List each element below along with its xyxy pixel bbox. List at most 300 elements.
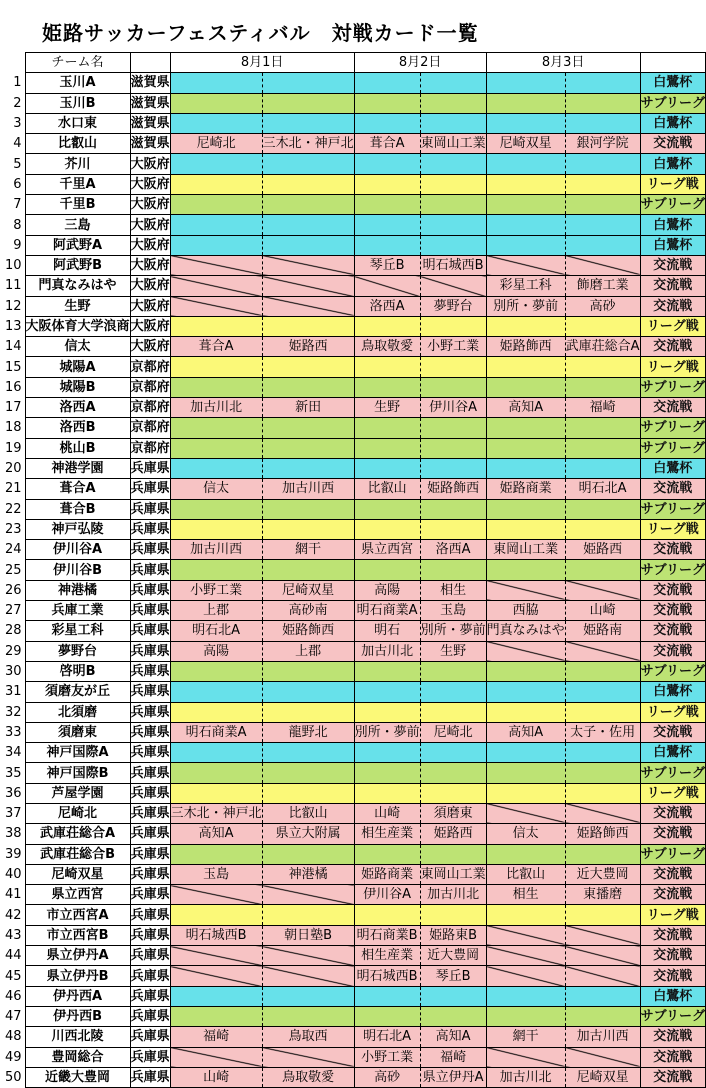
- table-row: [5, 661, 706, 681]
- row-number: 19: [5, 440, 22, 456]
- row-number: 46: [5, 988, 22, 1004]
- match-cell: [420, 154, 486, 174]
- match-cell: 姫路南: [565, 621, 640, 641]
- match-cell: 朝日塾B: [262, 925, 354, 945]
- match-cell: [486, 560, 565, 580]
- match-cell: [565, 418, 640, 438]
- match-cell: [420, 661, 486, 681]
- row-number: 18: [5, 420, 22, 436]
- match-cell: [170, 215, 262, 235]
- match-cell: [170, 499, 262, 519]
- table-row: [5, 499, 706, 519]
- no-match-cell: [170, 296, 262, 316]
- date-header-aug2: 8月2日: [354, 53, 486, 73]
- category-badge: サブリーグ: [640, 93, 705, 113]
- team-name: 伊丹西B: [25, 1006, 130, 1026]
- category-badge: 交流戦: [640, 580, 705, 600]
- match-cell: 尼崎双星: [262, 580, 354, 600]
- no-match-cell: [565, 580, 640, 600]
- category-badge: 白鷺杯: [640, 73, 705, 93]
- match-cell: [354, 702, 420, 722]
- match-cell: [262, 174, 354, 194]
- match-cell: [262, 195, 354, 215]
- category-badge: サブリーグ: [640, 195, 705, 215]
- category-badge: 白鷺杯: [640, 215, 705, 235]
- no-match-cell: [565, 255, 640, 275]
- team-name: 夢野台: [25, 641, 130, 661]
- table-row: [5, 93, 706, 113]
- row-number: 45: [5, 968, 22, 984]
- category-badge: 交流戦: [640, 824, 705, 844]
- prefecture: 兵庫県: [130, 580, 170, 600]
- prefecture: 大阪府: [130, 296, 170, 316]
- match-cell: 上郡: [170, 601, 262, 621]
- match-cell: [354, 357, 420, 377]
- match-cell: [354, 195, 420, 215]
- prefecture: 兵庫県: [130, 986, 170, 1006]
- match-cell: [262, 661, 354, 681]
- match-cell: 高陽: [170, 641, 262, 661]
- match-cell: 高砂: [565, 296, 640, 316]
- date-header-aug3: 8月3日: [486, 53, 640, 73]
- row-number: 7: [13, 197, 22, 213]
- team-name: 城陽B: [25, 377, 130, 397]
- team-name: 葺合B: [25, 499, 130, 519]
- team-name: 神戸国際A: [25, 743, 130, 763]
- team-name: 近畿大豊岡: [25, 1067, 130, 1087]
- team-name: 豊岡総合: [25, 1047, 130, 1067]
- team-name: 兵庫工業: [25, 601, 130, 621]
- match-cell: 網干: [486, 1027, 565, 1047]
- category-badge: 交流戦: [640, 966, 705, 986]
- match-cell: [262, 499, 354, 519]
- match-cell: [565, 519, 640, 539]
- no-match-cell: [262, 1047, 354, 1067]
- row-number: 43: [5, 927, 22, 943]
- prefecture-header: [130, 53, 170, 73]
- match-cell: 姫路商業: [354, 864, 420, 884]
- team-name: 武庫荘総合B: [25, 844, 130, 864]
- match-cell: [354, 458, 420, 478]
- match-cell: [262, 682, 354, 702]
- match-cell: 葺合A: [170, 337, 262, 357]
- category-badge: 白鷺杯: [640, 458, 705, 478]
- match-cell: [170, 418, 262, 438]
- table-row: [5, 195, 706, 215]
- match-cell: [486, 235, 565, 255]
- match-cell: 伊川谷A: [354, 885, 420, 905]
- table-row: [5, 113, 706, 133]
- team-name: 阿武野A: [25, 235, 130, 255]
- match-cell: 相生産業: [354, 946, 420, 966]
- row-number: 44: [5, 948, 22, 964]
- team-name: 阿武野B: [25, 255, 130, 275]
- match-cell: [565, 215, 640, 235]
- match-cell: [262, 235, 354, 255]
- table-row: [5, 844, 706, 864]
- match-cell: [354, 418, 420, 438]
- team-name: 北須磨: [25, 702, 130, 722]
- category-badge: 交流戦: [640, 864, 705, 884]
- match-cell: [565, 113, 640, 133]
- team-name: 芦屋学園: [25, 783, 130, 803]
- match-cell: 生野: [420, 641, 486, 661]
- match-cell: 明石北A: [354, 1027, 420, 1047]
- match-cell: [354, 377, 420, 397]
- match-cell: [170, 377, 262, 397]
- match-cell: [354, 235, 420, 255]
- no-match-cell: [262, 276, 354, 296]
- match-cell: [262, 519, 354, 539]
- team-name: 神戸弘陵: [25, 519, 130, 539]
- table-row: [5, 743, 706, 763]
- table-row: [5, 641, 706, 661]
- match-cell: 琴丘B: [354, 255, 420, 275]
- match-cell: [262, 73, 354, 93]
- table-row: [5, 763, 706, 783]
- team-name: 神戸国際B: [25, 763, 130, 783]
- category-badge: 交流戦: [640, 398, 705, 418]
- row-number: 8: [13, 217, 22, 233]
- prefecture: 兵庫県: [130, 540, 170, 560]
- no-match-cell: [486, 641, 565, 661]
- table-row: [5, 925, 706, 945]
- match-cell: [565, 661, 640, 681]
- category-header: [640, 53, 705, 73]
- match-cell: [262, 316, 354, 336]
- match-cell: [486, 844, 565, 864]
- match-cell: [170, 438, 262, 458]
- row-number: 4: [13, 136, 22, 152]
- match-cell: 明石商業B: [354, 925, 420, 945]
- match-cell: 県立西宮: [354, 540, 420, 560]
- match-cell: [354, 661, 420, 681]
- category-badge: サブリーグ: [640, 661, 705, 681]
- match-cell: [486, 499, 565, 519]
- table-row: [5, 357, 706, 377]
- team-name: 玉川B: [25, 93, 130, 113]
- match-cell: [565, 986, 640, 1006]
- no-match-cell: [354, 276, 420, 296]
- prefecture: 兵庫県: [130, 641, 170, 661]
- match-cell: [354, 905, 420, 925]
- match-cell: 尼崎北: [420, 722, 486, 742]
- team-name: 市立西宮A: [25, 905, 130, 925]
- table-row: [5, 316, 706, 336]
- match-cell: 高知A: [170, 824, 262, 844]
- match-cell: 福崎: [170, 1027, 262, 1047]
- team-name: 千里A: [25, 174, 130, 194]
- match-cell: [486, 215, 565, 235]
- prefecture: 大阪府: [130, 154, 170, 174]
- match-cell: [565, 682, 640, 702]
- match-cell: 明石城西B: [354, 966, 420, 986]
- prefecture: 兵庫県: [130, 722, 170, 742]
- match-cell: 福崎: [565, 398, 640, 418]
- table-row: [5, 864, 706, 884]
- team-name: 生野: [25, 296, 130, 316]
- match-cell: 小野工業: [420, 337, 486, 357]
- category-badge: サブリーグ: [640, 499, 705, 519]
- table-row: [5, 458, 706, 478]
- table-row: [5, 824, 706, 844]
- match-cell: 明石城西B: [170, 925, 262, 945]
- match-cell: 加古川西: [170, 540, 262, 560]
- match-cell: 須磨東: [420, 803, 486, 823]
- match-cell: [420, 682, 486, 702]
- match-cell: [486, 316, 565, 336]
- category-badge: 交流戦: [640, 134, 705, 154]
- match-cell: 高知A: [486, 398, 565, 418]
- match-cell: [262, 357, 354, 377]
- category-badge: 交流戦: [640, 276, 705, 296]
- match-cell: 県立伊丹A: [420, 1067, 486, 1087]
- prefecture: 大阪府: [130, 276, 170, 296]
- match-cell: [486, 458, 565, 478]
- match-cell: [354, 316, 420, 336]
- prefecture: 兵庫県: [130, 864, 170, 884]
- match-cell: [565, 174, 640, 194]
- match-cell: [420, 377, 486, 397]
- category-badge: 交流戦: [640, 255, 705, 275]
- team-name: 伊川谷A: [25, 540, 130, 560]
- match-cell: 別所・夢前: [486, 296, 565, 316]
- row-number: 1: [13, 75, 22, 91]
- match-cell: [170, 986, 262, 1006]
- match-cell: 彩星工科: [486, 276, 565, 296]
- match-cell: 東岡山工業: [486, 540, 565, 560]
- prefecture: 滋賀県: [130, 113, 170, 133]
- prefecture: 大阪府: [130, 235, 170, 255]
- no-match-cell: [170, 946, 262, 966]
- category-badge: 白鷺杯: [640, 113, 705, 133]
- no-match-cell: [486, 966, 565, 986]
- match-cell: [354, 682, 420, 702]
- table-row: [5, 621, 706, 641]
- prefecture: 兵庫県: [130, 925, 170, 945]
- prefecture: 京都府: [130, 398, 170, 418]
- match-cell: [486, 783, 565, 803]
- row-number: 40: [5, 867, 22, 883]
- match-cell: [420, 702, 486, 722]
- row-number: 12: [5, 298, 22, 314]
- category-badge: サブリーグ: [640, 418, 705, 438]
- category-badge: 交流戦: [640, 540, 705, 560]
- row-number: 42: [5, 907, 22, 923]
- category-badge: リーグ戦: [640, 519, 705, 539]
- match-cell: [354, 844, 420, 864]
- category-badge: サブリーグ: [640, 560, 705, 580]
- prefecture: 京都府: [130, 438, 170, 458]
- table-row: [5, 1047, 706, 1067]
- match-cell: [170, 113, 262, 133]
- match-cell: [262, 763, 354, 783]
- table-row: [5, 722, 706, 742]
- table-row: [5, 560, 706, 580]
- row-number: 9: [13, 237, 22, 253]
- match-cell: 玉島: [420, 601, 486, 621]
- match-cell: 姫路飾西: [565, 824, 640, 844]
- category-badge: 白鷺杯: [640, 986, 705, 1006]
- match-cell: [486, 763, 565, 783]
- team-name: 彩星工科: [25, 621, 130, 641]
- match-cell: 姫路西: [565, 540, 640, 560]
- prefecture: 兵庫県: [130, 499, 170, 519]
- match-cell: [486, 195, 565, 215]
- match-cell: [170, 763, 262, 783]
- match-cell: [262, 377, 354, 397]
- team-name: 川西北陵: [25, 1027, 130, 1047]
- match-cell: 新田: [262, 398, 354, 418]
- match-cell: 鳥取敬愛: [354, 337, 420, 357]
- match-cell: [170, 357, 262, 377]
- team-name: 水口東: [25, 113, 130, 133]
- match-cell: 生野: [354, 398, 420, 418]
- match-cell: 太子・佐用: [565, 722, 640, 742]
- row-number: 34: [5, 745, 22, 761]
- match-cell: 東播磨: [565, 885, 640, 905]
- match-cell: [170, 743, 262, 763]
- match-cell: [262, 986, 354, 1006]
- prefecture: 京都府: [130, 377, 170, 397]
- match-cell: [420, 235, 486, 255]
- category-badge: リーグ戦: [640, 905, 705, 925]
- table-row: [5, 783, 706, 803]
- match-cell: [354, 174, 420, 194]
- match-cell: 比叡山: [486, 864, 565, 884]
- match-cell: 三木北・神戸北: [170, 803, 262, 823]
- category-badge: 白鷺杯: [640, 235, 705, 255]
- match-cell: 山崎: [170, 1067, 262, 1087]
- match-cell: [262, 93, 354, 113]
- no-match-cell: [486, 803, 565, 823]
- match-cell: [486, 702, 565, 722]
- table-row: [5, 276, 706, 296]
- prefecture: 兵庫県: [130, 824, 170, 844]
- match-cell: [262, 113, 354, 133]
- team-name: 尼崎双星: [25, 864, 130, 884]
- match-cell: 姫路西: [420, 824, 486, 844]
- table-row: [5, 438, 706, 458]
- table-row: [5, 174, 706, 194]
- table-row: [5, 398, 706, 418]
- team-name: 須磨友が丘: [25, 682, 130, 702]
- match-cell: [565, 195, 640, 215]
- match-cell: [170, 519, 262, 539]
- match-cell: [486, 519, 565, 539]
- row-number: 21: [5, 481, 22, 497]
- no-match-cell: [486, 1047, 565, 1067]
- no-match-cell: [262, 255, 354, 275]
- team-name-header: チーム名: [25, 53, 130, 73]
- match-cell: [420, 438, 486, 458]
- match-cell: [354, 1006, 420, 1026]
- match-cell: 姫路商業: [486, 479, 565, 499]
- prefecture: 兵庫県: [130, 621, 170, 641]
- match-cell: 比叡山: [354, 479, 420, 499]
- match-cell: [565, 73, 640, 93]
- no-match-cell: [262, 296, 354, 316]
- category-badge: サブリーグ: [640, 763, 705, 783]
- table-row: [5, 296, 706, 316]
- team-name: 伊丹西A: [25, 986, 130, 1006]
- match-cell: 相生産業: [354, 824, 420, 844]
- match-cell: 姫路飾西: [262, 621, 354, 641]
- no-match-cell: [262, 966, 354, 986]
- match-cell: [486, 418, 565, 438]
- match-cell: [354, 73, 420, 93]
- match-cell: 別所・夢前: [354, 722, 420, 742]
- prefecture: 兵庫県: [130, 1006, 170, 1026]
- no-match-cell: [170, 255, 262, 275]
- row-number: 25: [5, 562, 22, 578]
- table-row: [5, 540, 706, 560]
- table-row: [5, 134, 706, 154]
- match-cell: 高知A: [420, 1027, 486, 1047]
- match-cell: [565, 1006, 640, 1026]
- match-cell: [565, 458, 640, 478]
- no-match-cell: [565, 641, 640, 661]
- team-name: 玉川A: [25, 73, 130, 93]
- match-cell: [354, 986, 420, 1006]
- match-cell: 高知A: [486, 722, 565, 742]
- table-row: [5, 215, 706, 235]
- table-row: [5, 986, 706, 1006]
- prefecture: 大阪府: [130, 255, 170, 275]
- prefecture: 兵庫県: [130, 885, 170, 905]
- match-cell: [354, 783, 420, 803]
- no-match-cell: [486, 580, 565, 600]
- category-badge: 交流戦: [640, 621, 705, 641]
- match-cell: [354, 743, 420, 763]
- match-cell: [420, 905, 486, 925]
- prefecture: 兵庫県: [130, 783, 170, 803]
- prefecture: 滋賀県: [130, 73, 170, 93]
- category-badge: サブリーグ: [640, 1006, 705, 1026]
- match-card-table: [5, 52, 706, 1088]
- team-name: 尼崎北: [25, 803, 130, 823]
- team-name: 信太: [25, 337, 130, 357]
- row-number: 49: [5, 1049, 22, 1065]
- match-cell: [420, 1006, 486, 1026]
- category-badge: 白鷺杯: [640, 154, 705, 174]
- match-cell: 門真なみはや: [486, 621, 565, 641]
- match-cell: 飾磨工業: [565, 276, 640, 296]
- team-name: 須磨東: [25, 722, 130, 742]
- match-cell: [170, 905, 262, 925]
- row-number: 32: [5, 704, 22, 720]
- match-cell: [420, 519, 486, 539]
- match-cell: [354, 499, 420, 519]
- match-cell: [420, 73, 486, 93]
- table-row: [5, 1067, 706, 1087]
- match-cell: [420, 357, 486, 377]
- match-cell: [170, 316, 262, 336]
- match-cell: [486, 357, 565, 377]
- row-number: 47: [5, 1009, 22, 1025]
- match-cell: 玉島: [170, 864, 262, 884]
- match-cell: [420, 316, 486, 336]
- match-cell: [565, 438, 640, 458]
- match-cell: 比叡山: [262, 803, 354, 823]
- match-cell: 武庫荘総合A: [565, 337, 640, 357]
- match-cell: [262, 438, 354, 458]
- match-cell: [486, 154, 565, 174]
- match-cell: [262, 1006, 354, 1026]
- match-cell: 加古川西: [262, 479, 354, 499]
- match-cell: 明石商業A: [170, 722, 262, 742]
- row-number: 17: [5, 400, 22, 416]
